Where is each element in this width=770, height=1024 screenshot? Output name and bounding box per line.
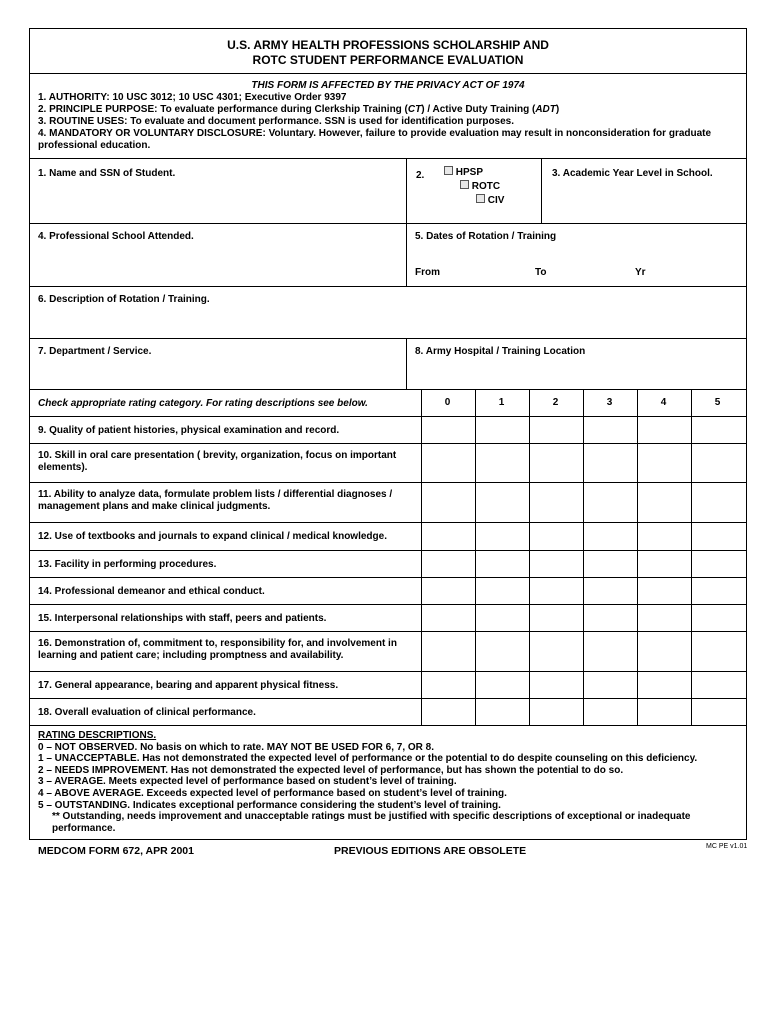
grid-row-line	[29, 725, 747, 726]
divider	[29, 73, 747, 74]
rating-item-18: 18. Overall evaluation of clinical performance.	[38, 707, 256, 718]
divider	[541, 158, 542, 223]
rating-cell-10-5[interactable]	[692, 444, 746, 481]
divider	[29, 286, 747, 287]
rating-cell-15-0[interactable]	[422, 605, 474, 630]
scale-label-3: 3	[606, 397, 613, 408]
department-field[interactable]: 7. Department / Service.	[38, 346, 152, 357]
rating-cell-18-3[interactable]	[584, 699, 636, 724]
rating-cell-16-1[interactable]	[476, 632, 528, 670]
rating-cell-14-1[interactable]	[476, 578, 528, 603]
hpsp-option[interactable]: HPSP	[444, 166, 504, 180]
rating-item-12: 12. Use of textbooks and journals to expand clinical / medical knowledge.	[38, 531, 387, 542]
rating-item-13: 13. Facility in performing procedures.	[38, 559, 217, 570]
rating-cell-15-5[interactable]	[692, 605, 746, 630]
rating-cell-12-5[interactable]	[692, 523, 746, 549]
title-line-2: ROTC STUDENT PERFORMANCE EVALUATION	[252, 53, 524, 67]
rating-item-17: 17. General appearance, bearing and apparent physical fitness.	[38, 680, 339, 691]
hpsp-checkbox[interactable]	[444, 166, 453, 175]
rating-cell-14-0[interactable]	[422, 578, 474, 603]
rating-description-1: 1 – UNACCEPTABLE. Has not demonstrated the expected level of performance or the potential to do despite counseling on this deficiency.	[38, 753, 698, 765]
rating-cell-11-5[interactable]	[692, 483, 746, 521]
rating-cell-17-0[interactable]	[422, 672, 474, 697]
rating-description-3: 3 – AVERAGE. Meets expected level of performance based on student’s level of training.	[38, 776, 457, 788]
rating-cell-11-2[interactable]	[530, 483, 582, 521]
rating-cell-17-5[interactable]	[692, 672, 746, 697]
rating-cell-12-4[interactable]	[638, 523, 690, 549]
scale-label-2: 2	[552, 397, 559, 408]
disclosure-text: 4. MANDATORY OR VOLUNTARY DISCLOSURE: Voluntary. However, failure to provide evaluation may result in nonconsideration for graduate professional education.	[38, 128, 712, 151]
rating-cell-14-3[interactable]	[584, 578, 636, 603]
civ-option[interactable]: CIV	[444, 194, 504, 208]
rating-cell-10-0[interactable]	[422, 444, 474, 481]
program-label: 2.	[416, 170, 425, 181]
rating-descriptions-heading: RATING DESCRIPTIONS.	[38, 730, 157, 741]
to-field[interactable]: To	[535, 267, 547, 278]
scale-label-0: 0	[444, 397, 451, 408]
rating-item-11: 11. Ability to analyze data, formulate problem lists / differential diagnoses / management plans and make clinical judgments.	[38, 489, 393, 512]
divider	[406, 158, 407, 223]
rating-cell-17-3[interactable]	[584, 672, 636, 697]
rating-cell-10-2[interactable]	[530, 444, 582, 481]
rating-cell-14-5[interactable]	[692, 578, 746, 603]
rating-cell-13-2[interactable]	[530, 551, 582, 576]
rating-note: ** Outstanding, needs improvement and unacceptable ratings must be justified with specific descriptions of exceptional or inadequate performance.	[52, 811, 691, 834]
rating-cell-14-2[interactable]	[530, 578, 582, 603]
description-field[interactable]: 6. Description of Rotation / Training.	[38, 294, 210, 305]
name-ssn-field[interactable]: 1. Name and SSN of Student.	[38, 168, 176, 179]
routine-uses-text: 3. ROUTINE USES: To evaluate and document performance. SSN is used for identification purposes.	[38, 116, 515, 127]
form-title	[29, 38, 747, 68]
rating-cell-13-3[interactable]	[584, 551, 636, 576]
from-field[interactable]: From	[415, 267, 440, 278]
rotc-option[interactable]: ROTC	[444, 180, 504, 194]
privacy-act-section	[38, 80, 738, 152]
rating-cell-9-5[interactable]	[692, 417, 746, 442]
rating-cell-12-3[interactable]	[584, 523, 636, 549]
dates-field[interactable]: 5. Dates of Rotation / Training	[415, 231, 557, 242]
divider	[29, 389, 747, 390]
scale-label-5: 5	[714, 397, 721, 408]
rating-cell-13-1[interactable]	[476, 551, 528, 576]
rating-cell-16-2[interactable]	[530, 632, 582, 670]
rating-cell-9-3[interactable]	[584, 417, 636, 442]
rating-cell-9-1[interactable]	[476, 417, 528, 442]
rating-description-4: 4 – ABOVE AVERAGE. Exceeds expected level of performance based on student’s level of training.	[38, 787, 507, 799]
rating-cell-18-1[interactable]	[476, 699, 528, 724]
version-label: MC PE v1.01	[706, 843, 748, 850]
rating-item-9: 9. Quality of patient histories, physical examination and record.	[38, 425, 340, 436]
scale-label-4: 4	[660, 397, 667, 408]
rating-item-14: 14. Professional demeanor and ethical conduct.	[38, 586, 265, 597]
rating-cell-15-3[interactable]	[584, 605, 636, 630]
rating-cell-10-4[interactable]	[638, 444, 690, 481]
rating-instruction: Check appropriate rating category. For rating descriptions see below.	[38, 398, 368, 409]
rating-cell-15-2[interactable]	[530, 605, 582, 630]
form-id: MEDCOM FORM 672, APR 2001	[38, 845, 194, 857]
divider	[29, 338, 747, 339]
rating-cell-12-0[interactable]	[422, 523, 474, 549]
rating-cell-16-0[interactable]	[422, 632, 474, 670]
rating-cell-13-0[interactable]	[422, 551, 474, 576]
rating-cell-15-1[interactable]	[476, 605, 528, 630]
rating-cell-12-1[interactable]	[476, 523, 528, 549]
rating-cell-18-5[interactable]	[692, 699, 746, 724]
authority-text: 1. AUTHORITY: 10 USC 3012; 10 USC 4301; Executive Order 9397	[38, 92, 347, 103]
rating-cell-12-2[interactable]	[530, 523, 582, 549]
rotc-checkbox[interactable]	[460, 180, 469, 189]
rating-cell-17-4[interactable]	[638, 672, 690, 697]
rating-cell-18-2[interactable]	[530, 699, 582, 724]
school-field[interactable]: 4. Professional School Attended.	[38, 231, 194, 242]
rating-description-2: 2 – NEEDS IMPROVEMENT. Has not demonstrated the expected level of performance, but has shown the potential to do so.	[38, 764, 624, 776]
rating-cell-18-4[interactable]	[638, 699, 690, 724]
divider	[406, 338, 407, 389]
rating-cell-16-5[interactable]	[692, 632, 746, 670]
rating-cell-16-4[interactable]	[638, 632, 690, 670]
rating-cell-16-3[interactable]	[584, 632, 636, 670]
rating-cell-13-5[interactable]	[692, 551, 746, 576]
hospital-field[interactable]: 8. Army Hospital / Training Location	[415, 346, 586, 357]
divider	[29, 158, 747, 159]
program-options	[444, 166, 504, 208]
rating-cell-15-4[interactable]	[638, 605, 690, 630]
rating-cell-14-4[interactable]	[638, 578, 690, 603]
rating-item-10: 10. Skill in oral care presentation ( brevity, organization, focus on important elements).	[38, 450, 397, 473]
rating-item-16: 16. Demonstration of, commitment to, responsibility for, and involvement in learning and patient care; including promptness and availability.	[38, 638, 397, 661]
obsolete-notice: PREVIOUS EDITIONS ARE OBSOLETE	[334, 845, 527, 857]
rating-cell-11-0[interactable]	[422, 483, 474, 521]
rating-cell-11-3[interactable]	[584, 483, 636, 521]
title-line-1: U.S. ARMY HEALTH PROFESSIONS SCHOLARSHIP AND	[227, 38, 549, 52]
rating-cell-9-0[interactable]	[422, 417, 474, 442]
rating-cell-9-4[interactable]	[638, 417, 690, 442]
privacy-heading: THIS FORM IS AFFECTED BY THE PRIVACY ACT OF 1974	[251, 80, 525, 91]
civ-checkbox[interactable]	[476, 194, 485, 203]
purpose-text: 2. PRINCIPLE PURPOSE: To evaluate performance during Clerkship Training (CT) / Active Duty Training (ADT)	[38, 104, 560, 115]
divider	[406, 223, 407, 286]
rating-cell-10-3[interactable]	[584, 444, 636, 481]
divider	[29, 223, 747, 224]
year-field[interactable]: Yr	[635, 267, 646, 278]
rating-cell-13-4[interactable]	[638, 551, 690, 576]
rating-cell-10-1[interactable]	[476, 444, 528, 481]
rating-descriptions	[38, 730, 738, 834]
rating-cell-17-2[interactable]	[530, 672, 582, 697]
rating-cell-9-2[interactable]	[530, 417, 582, 442]
rating-cell-11-1[interactable]	[476, 483, 528, 521]
rating-cell-17-1[interactable]	[476, 672, 528, 697]
rating-item-15: 15. Interpersonal relationships with staff, peers and patients.	[38, 613, 327, 624]
rating-cell-11-4[interactable]	[638, 483, 690, 521]
scale-label-1: 1	[498, 397, 505, 408]
rating-description-0: 0 – NOT OBSERVED. No basis on which to rate. MAY NOT BE USED FOR 6, 7, OR 8.	[38, 741, 435, 753]
rating-cell-18-0[interactable]	[422, 699, 474, 724]
rating-description-5: 5 – OUTSTANDING. Indicates exceptional performance considering the student’s level of training.	[38, 799, 501, 811]
academic-year-field[interactable]: 3. Academic Year Level in School.	[552, 168, 713, 179]
